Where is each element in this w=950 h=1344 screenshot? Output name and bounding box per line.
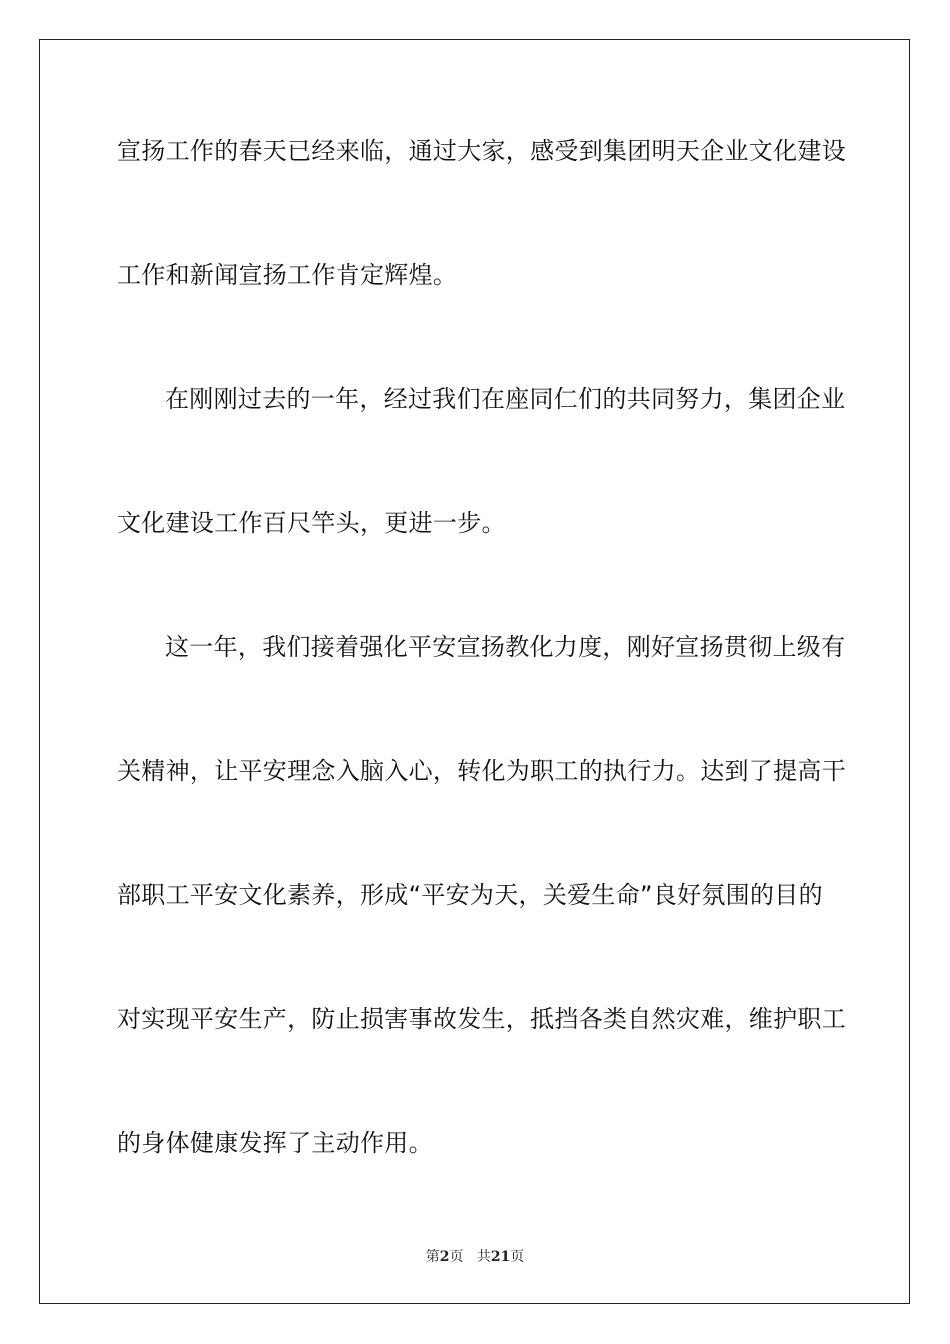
paragraph-line: 这一年，我们接着强化平安宣扬教化力度，刚好宣扬贯彻上级有: [165, 633, 846, 661]
footer-prefix: 第: [425, 1249, 440, 1265]
paragraph-line: 文化建设工作百尺竿头，更进一步。: [117, 509, 506, 537]
page-border: [39, 39, 910, 1304]
paragraph-line: 宣扬工作的春天已经来临，通过大家，感受到集团明天企业文化建设: [117, 137, 846, 165]
paragraph-line: 关精神，让平安理念入脑入心，转化为职工的执行力。达到了提高干: [117, 757, 846, 785]
footer-total-suffix: 页: [510, 1249, 525, 1265]
paragraph-line: 在刚刚过去的一年，经过我们在座同仁们的共同努力，集团企业: [165, 385, 846, 413]
footer-total-prefix: 共: [476, 1249, 491, 1265]
footer-page-suffix: 页: [449, 1249, 464, 1265]
paragraph-line: 对实现平安生产，防止损害事故发生，抵挡各类自然灾难，维护职工: [117, 1005, 846, 1033]
paragraph-line: 工作和新闻宣扬工作肯定辉煌。: [117, 261, 458, 289]
total-pages-number: 21: [490, 1249, 511, 1265]
paragraph-line: 的身体健康发挥了主动作用。: [117, 1129, 433, 1157]
page-footer: [0, 1246, 950, 1266]
paragraph-line: 部职工平安文化素养，形成“平安为天，关爱生命”良好氛围的目的: [117, 881, 823, 909]
current-page-number: 2: [439, 1249, 450, 1265]
